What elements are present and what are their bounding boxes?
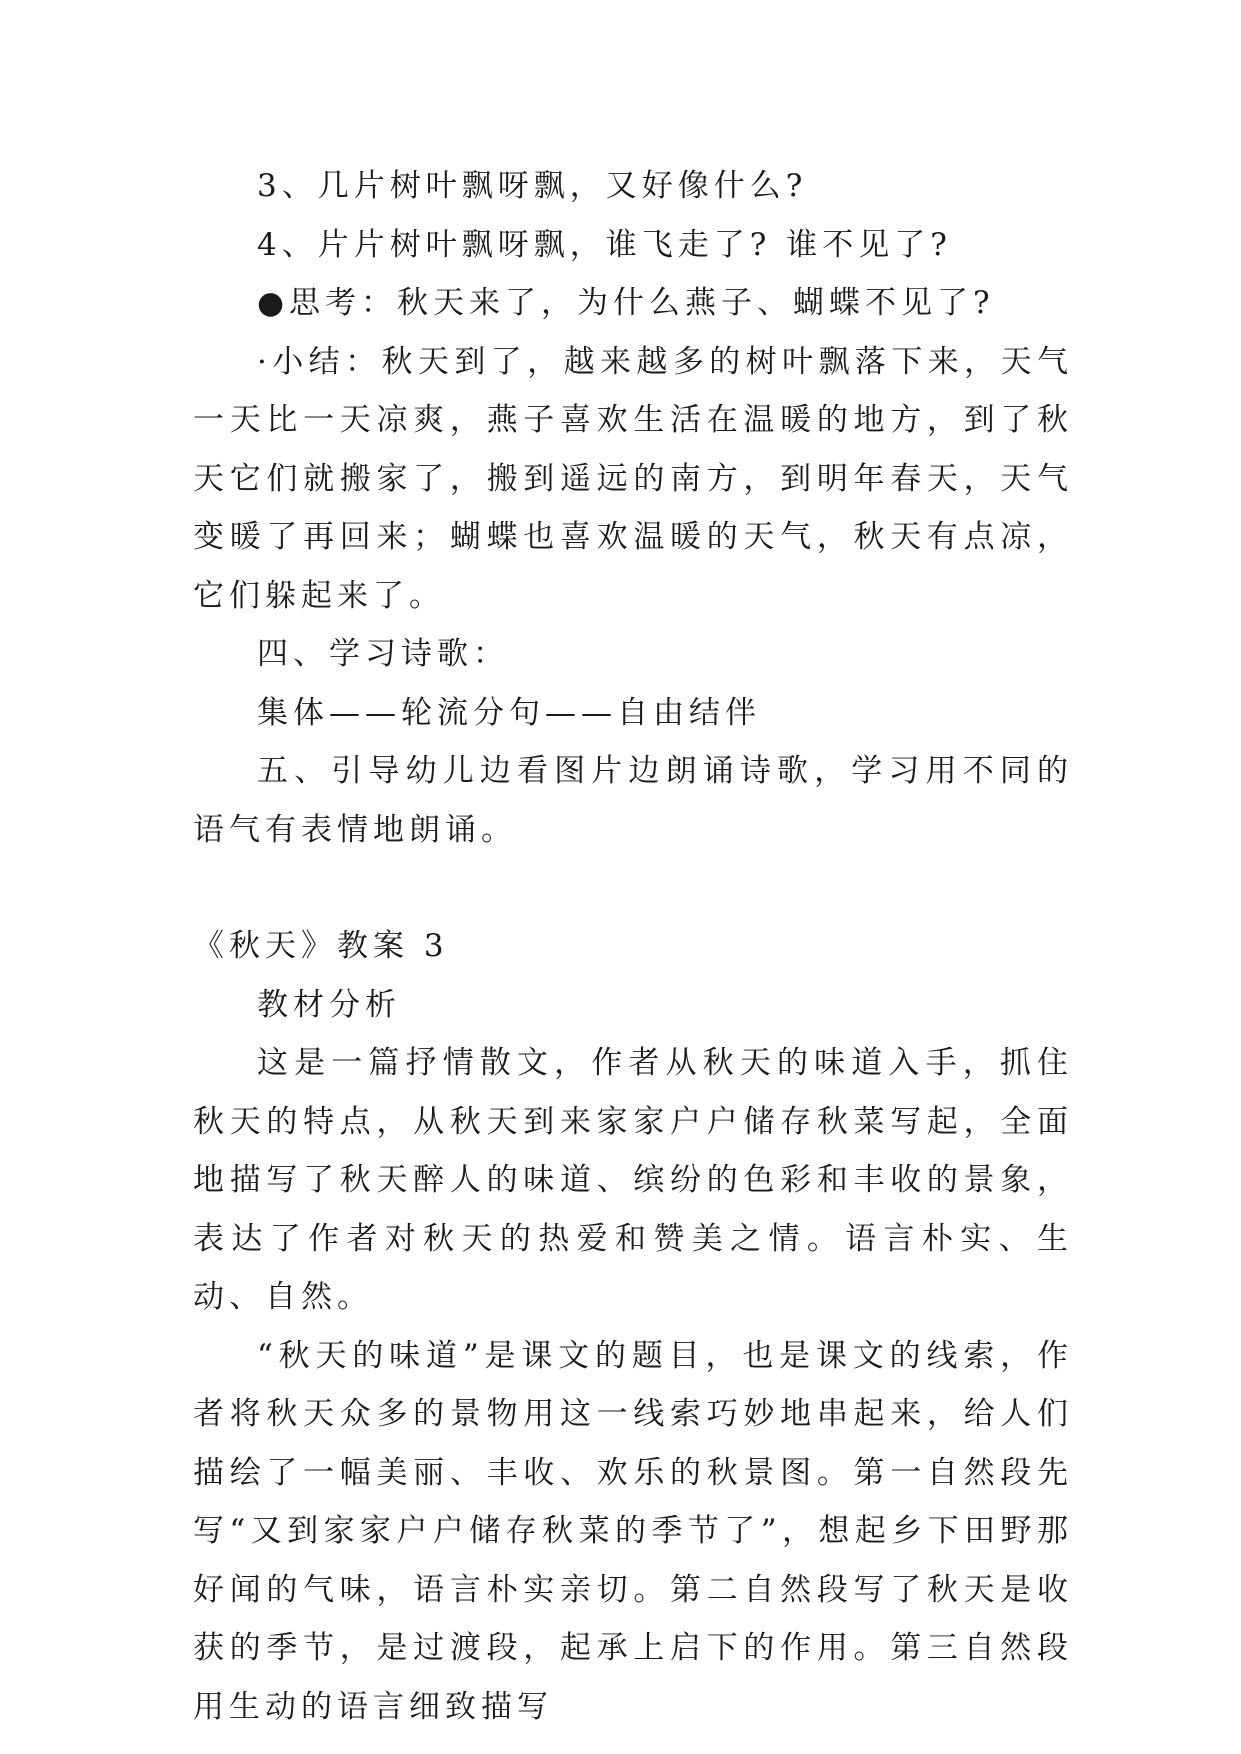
lesson-plan-title: 《秋天》教案 3 bbox=[193, 928, 449, 964]
reading-modes: 集体——轮流分句——自由结伴 bbox=[257, 694, 761, 731]
analysis-paragraph-2: “秋天的味道”是课文的题目，也是课文的线索，作者将秋天众多的景物用这一线索巧妙地串起来，给人们描绘了一幅美丽、丰收、欢乐的秋景图。第一自然段先写“又到家家户户储存秋菜的季节了”，想起乡下田野那好闻的气味，语言朴实亲切。第二自然段写了秋天是收获的季节，是过渡段，起承上启下的作用。第三自然段用生动的语言细致描写 bbox=[193, 1337, 1073, 1725]
material-analysis-heading: 教材分析 bbox=[257, 986, 401, 1023]
section-four-heading: 四、学习诗歌： bbox=[257, 636, 509, 672]
section-five-paragraph: 五、引导幼儿边看图片边朗诵诗歌，学习用不同的语气有表情地朗诵。 bbox=[193, 753, 1073, 848]
step-4-question: 4、片片树叶飘呀飘，谁飞走了? 谁不见了? bbox=[257, 226, 952, 263]
summary-paragraph: ·小结：秋天到了，越来越多的树叶飘落下来，天气一天比一天凉爽，燕子喜欢生活在温暖的地方，到了秋天它们就搬家了，搬到遥远的南方，到明年春天，天气变暖了再回来；蝴蝶也喜欢温暖的天气，秋天有点凉，它们躲起来了。 bbox=[193, 343, 1073, 614]
section-spacer bbox=[193, 859, 1073, 917]
document-body bbox=[193, 157, 1073, 1736]
analysis-paragraph-1: 这是一篇抒情散文，作者从秋天的味道入手，抓住秋天的特点，从秋天到来家家户户储存秋菜写起，全面地描写了秋天醉人的味道、缤纷的色彩和丰收的景象，表达了作者对秋天的热爱和赞美之情。语言朴实、生动、自然。 bbox=[193, 1045, 1073, 1315]
thinking-question: ●思考：秋天来了，为什么燕子、蝴蝶不见了? bbox=[257, 285, 995, 321]
step-3-question: 3、几片树叶飘呀飘，又好像什么? bbox=[257, 168, 808, 204]
